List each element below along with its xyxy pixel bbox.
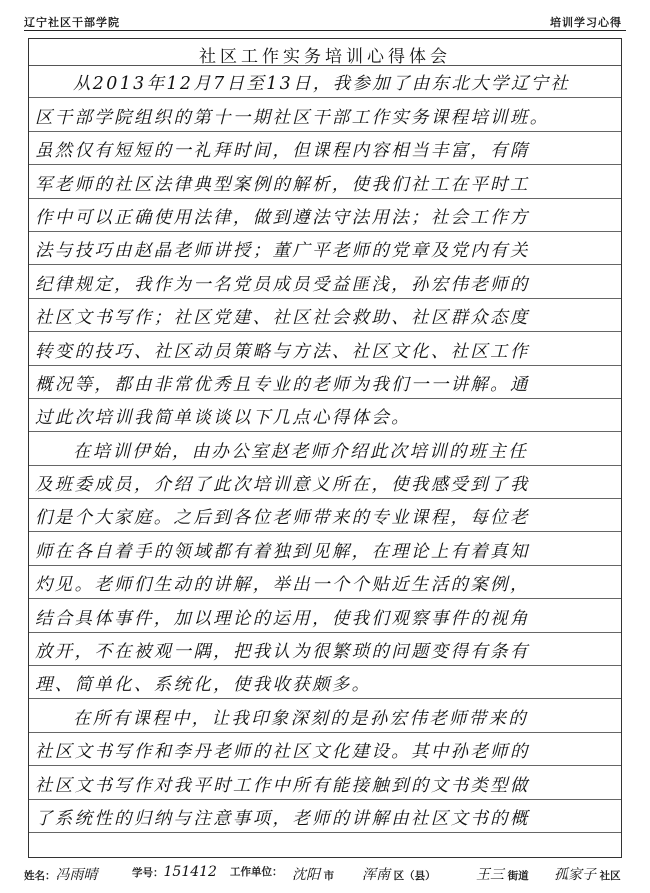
essay-line-text: 纪律规定，我作为一名党员成员受益匪浅，孙宏伟老师的 xyxy=(35,274,530,295)
street-value: 王三 xyxy=(476,867,504,883)
essay-line xyxy=(29,132,621,165)
essay-line xyxy=(29,232,621,265)
essay-line-text: 结合具体事件，加以理论的运用，使我们观察事件的视角 xyxy=(35,608,530,629)
essay-line-text: 师在各自着手的领域都有着独到见解，在理论上有着真知 xyxy=(35,541,530,562)
community-value: 孤家子 xyxy=(554,867,596,883)
essay-line-text: 及班委成员，介绍了此次培训意义所在，使我感受到了我 xyxy=(35,475,530,496)
city-suffix: 市 xyxy=(323,870,335,882)
essay-lines xyxy=(29,65,621,833)
essay-line xyxy=(29,399,621,432)
essay-line xyxy=(29,165,621,198)
district-suffix: 区（县） xyxy=(393,870,436,882)
document-type: 培训学习心得 xyxy=(550,16,622,29)
street-suffix: 街道 xyxy=(507,870,529,882)
community-field xyxy=(554,864,621,884)
page-header xyxy=(24,4,626,30)
lined-sheet xyxy=(28,38,622,858)
unit-label: 工作单位： xyxy=(230,866,283,878)
name-value: 冯雨晴 xyxy=(55,867,98,883)
id-label: 学号： xyxy=(132,867,164,879)
essay-line-text: 转变的技巧、社区动员策略与方法、社区文化、社区工作 xyxy=(35,341,530,362)
essay-line xyxy=(29,98,621,131)
essay-line xyxy=(29,633,621,666)
city-field xyxy=(292,864,334,884)
essay-line xyxy=(29,499,621,532)
title-row xyxy=(29,39,621,66)
essay-title: 社区工作实务培训心得体会 xyxy=(199,47,451,67)
essay-line-text: 在培训伊始，由办公室赵老师介绍此次培训的班主任 xyxy=(73,441,529,462)
essay-line xyxy=(29,332,621,365)
essay-line xyxy=(29,566,621,599)
essay-line-text: 虽然仅有短短的一礼拜时间，但课程内容相当丰富，有隋 xyxy=(35,141,530,162)
district-value: 浑南 xyxy=(362,867,390,883)
essay-line-text: 过此次培训我简单谈谈以下几点心得体会。 xyxy=(35,408,412,429)
essay-line-text: 们是个大家庭。之后到各位老师带来的专业课程，每位老 xyxy=(35,508,530,529)
essay-line xyxy=(29,599,621,632)
essay-line-text: 区干部学院组织的第十一期社区干部工作实务课程培训班。 xyxy=(35,107,550,128)
community-suffix: 社区 xyxy=(599,870,621,882)
essay-line xyxy=(29,766,621,799)
essay-line-text: 社区文书写作对我平时工作中所有能接触到的文书类型做 xyxy=(35,775,530,796)
essay-line xyxy=(29,199,621,232)
essay-line xyxy=(29,432,621,465)
essay-line-text: 从2013年12月7日至13日，我参加了由东北大学辽宁社 xyxy=(73,74,571,95)
essay-line-text: 社区文书写作；社区党建、社区社会救助、社区群众态度 xyxy=(35,308,530,329)
essay-line xyxy=(29,666,621,699)
footer-info xyxy=(24,862,626,888)
essay-line xyxy=(29,265,621,298)
essay-line xyxy=(29,65,621,98)
essay-line xyxy=(29,466,621,499)
essay-line-text: 灼见。老师们生动的讲解，举出一个个贴近生活的案例， xyxy=(35,575,530,596)
essay-line xyxy=(29,299,621,332)
institute-name: 辽宁社区干部学院 xyxy=(24,16,120,29)
essay-line-text: 放开，不在被观一隅，把我认为很繁琐的问题变得有条有 xyxy=(35,642,530,663)
essay-line-text: 社区文书写作和李丹老师的社区文化建设。其中孙老师的 xyxy=(35,742,530,763)
essay-line xyxy=(29,733,621,766)
district-field xyxy=(362,864,436,884)
essay-line-text: 在所有课程中，让我印象深刻的是孙宏伟老师带来的 xyxy=(73,708,529,729)
id-value: 151412 xyxy=(163,864,217,880)
essay-line xyxy=(29,532,621,565)
essay-line xyxy=(29,699,621,732)
essay-line-text: 法与技巧由赵晶老师讲授；董广平老师的党章及党内有关 xyxy=(35,241,530,262)
id-field xyxy=(132,864,217,880)
essay-line-text: 作中可以正确使用法律，做到遵法守法用法；社会工作方 xyxy=(35,207,530,228)
name-label: 姓名： xyxy=(24,870,56,882)
essay-line xyxy=(29,366,621,399)
unit-field xyxy=(230,864,283,879)
city-value: 沈阳 xyxy=(292,867,320,883)
street-field xyxy=(476,864,529,884)
header-rule xyxy=(24,30,626,31)
essay-line-text: 概况等，都由非常优秀且专业的老师为我们一一讲解。通 xyxy=(35,374,530,395)
name-field xyxy=(24,864,98,884)
essay-line-text: 了系统性的归纳与注意事项，老师的讲解由社区文书的概 xyxy=(35,808,530,829)
essay-line xyxy=(29,800,621,833)
essay-line-text: 理、简单化、系统化，使我收获颇多。 xyxy=(35,675,372,696)
essay-line-text: 军老师的社区法律典型案例的解析，使我们社工在平时工 xyxy=(35,174,530,195)
